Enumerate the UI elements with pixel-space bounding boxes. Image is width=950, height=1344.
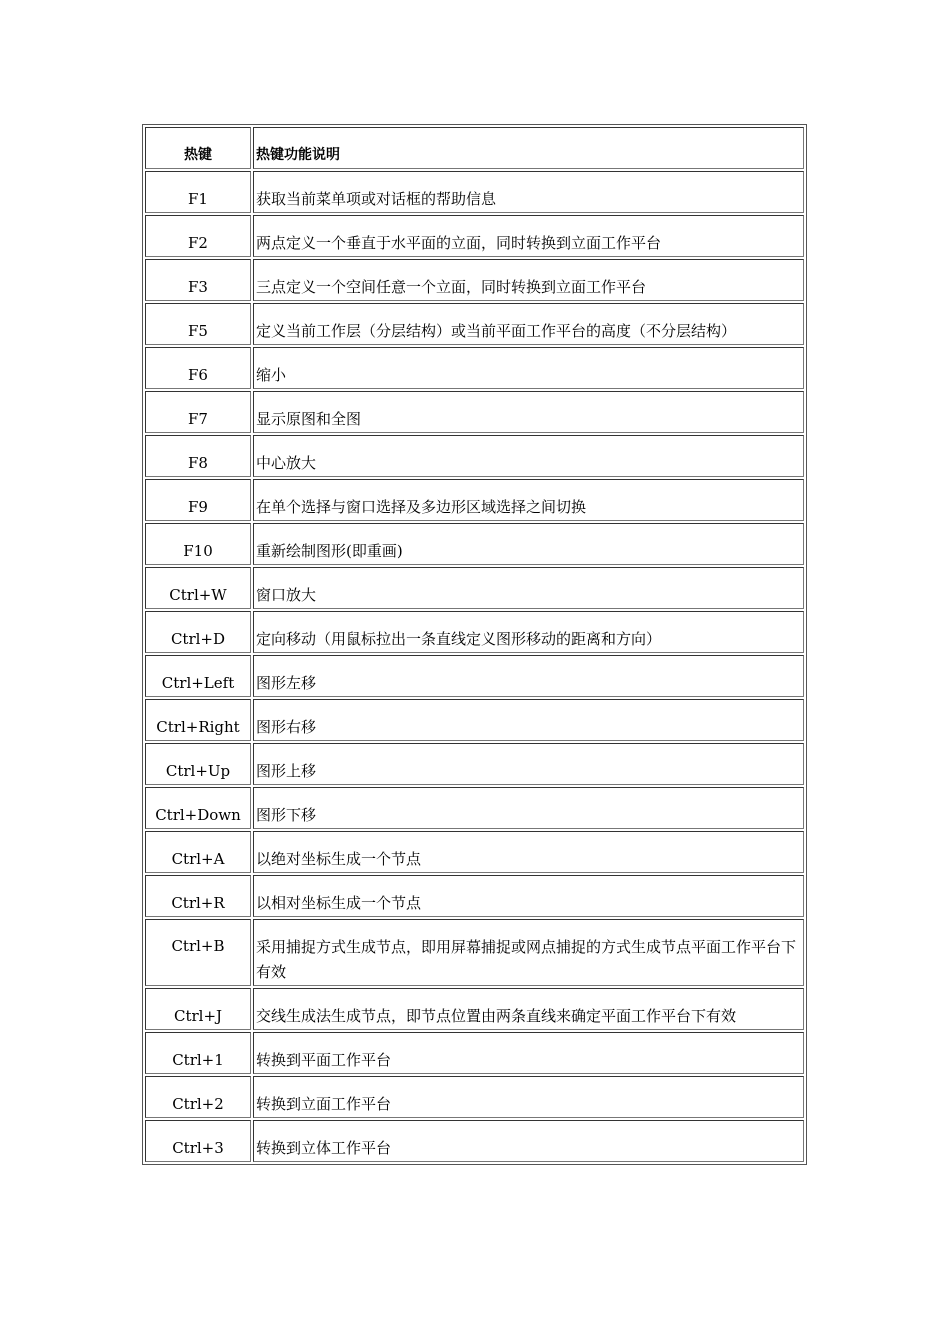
table-row (145, 1120, 804, 1162)
table-row (145, 171, 804, 213)
table-row (145, 875, 804, 917)
hotkey-cell: Ctrl+R (145, 875, 251, 917)
hotkey-cell: Ctrl+3 (145, 1120, 251, 1162)
table-row (145, 479, 804, 521)
description-cell: 三点定义一个空间任意一个立面，同时转换到立面工作平台 (253, 259, 804, 301)
table-row (145, 655, 804, 697)
hotkey-cell: Ctrl+Down (145, 787, 251, 829)
description-cell: 定义当前工作层（分层结构）或当前平面工作平台的高度（不分层结构） (253, 303, 804, 345)
header-key: 热键 (145, 127, 251, 169)
hotkey-cell: Ctrl+A (145, 831, 251, 873)
hotkey-cell: Ctrl+1 (145, 1032, 251, 1074)
description-cell: 两点定义一个垂直于水平面的立面，同时转换到立面工作平台 (253, 215, 804, 257)
hotkey-cell: F5 (145, 303, 251, 345)
description-cell: 图形左移 (253, 655, 804, 697)
description-cell: 以绝对坐标生成一个节点 (253, 831, 804, 873)
table-row (145, 1076, 804, 1118)
table-row (145, 699, 804, 741)
table-row (145, 259, 804, 301)
header-description: 热键功能说明 (253, 127, 804, 169)
description-cell: 以相对坐标生成一个节点 (253, 875, 804, 917)
table-row (145, 831, 804, 873)
table-row (145, 347, 804, 389)
hotkey-cell: F7 (145, 391, 251, 433)
description-cell: 转换到立体工作平台 (253, 1120, 804, 1162)
table-row (145, 611, 804, 653)
hotkey-cell-text: Ctrl+B (171, 937, 225, 955)
table-row (145, 1032, 804, 1074)
hotkey-cell: F10 (145, 523, 251, 565)
description-cell: 缩小 (253, 347, 804, 389)
table-header-row (145, 127, 804, 169)
description-cell: 采用捕捉方式生成节点，即用屏幕捕捉或网点捕捉的方式生成节点平面工作平台下有效 (253, 919, 804, 986)
hotkey-cell: F2 (145, 215, 251, 257)
description-cell: 在单个选择与窗口选择及多边形区域选择之间切换 (253, 479, 804, 521)
table-row (145, 787, 804, 829)
hotkey-cell: Ctrl+Up (145, 743, 251, 785)
description-cell: 图形下移 (253, 787, 804, 829)
description-cell: 窗口放大 (253, 567, 804, 609)
hotkey-cell: Ctrl+W (145, 567, 251, 609)
description-cell: 交线生成法生成节点，即节点位置由两条直线来确定平面工作平台下有效 (253, 988, 804, 1030)
table-row (145, 391, 804, 433)
table-row (145, 435, 804, 477)
hotkey-cell: Ctrl+Right (145, 699, 251, 741)
hotkey-cell: F1 (145, 171, 251, 213)
description-cell: 获取当前菜单项或对话框的帮助信息 (253, 171, 804, 213)
table-row (145, 523, 804, 565)
description-cell: 重新绘制图形(即重画) (253, 523, 804, 565)
hotkey-cell: F6 (145, 347, 251, 389)
table-row (145, 303, 804, 345)
hotkey-cell: F9 (145, 479, 251, 521)
hotkey-cell (145, 919, 251, 986)
table-row (145, 743, 804, 785)
hotkey-cell: F3 (145, 259, 251, 301)
description-cell: 显示原图和全图 (253, 391, 804, 433)
table-row (145, 919, 804, 986)
description-cell: 转换到平面工作平台 (253, 1032, 804, 1074)
description-cell: 图形右移 (253, 699, 804, 741)
table-row (145, 988, 804, 1030)
hotkey-cell: F8 (145, 435, 251, 477)
description-cell: 图形上移 (253, 743, 804, 785)
table-row (145, 215, 804, 257)
hotkey-cell: Ctrl+2 (145, 1076, 251, 1118)
hotkey-cell: Ctrl+Left (145, 655, 251, 697)
description-cell: 转换到立面工作平台 (253, 1076, 804, 1118)
hotkey-table (142, 124, 807, 1165)
hotkey-cell: Ctrl+D (145, 611, 251, 653)
description-cell: 中心放大 (253, 435, 804, 477)
hotkey-cell: Ctrl+J (145, 988, 251, 1030)
description-cell: 定向移动（用鼠标拉出一条直线定义图形移动的距离和方向） (253, 611, 804, 653)
table-row (145, 567, 804, 609)
